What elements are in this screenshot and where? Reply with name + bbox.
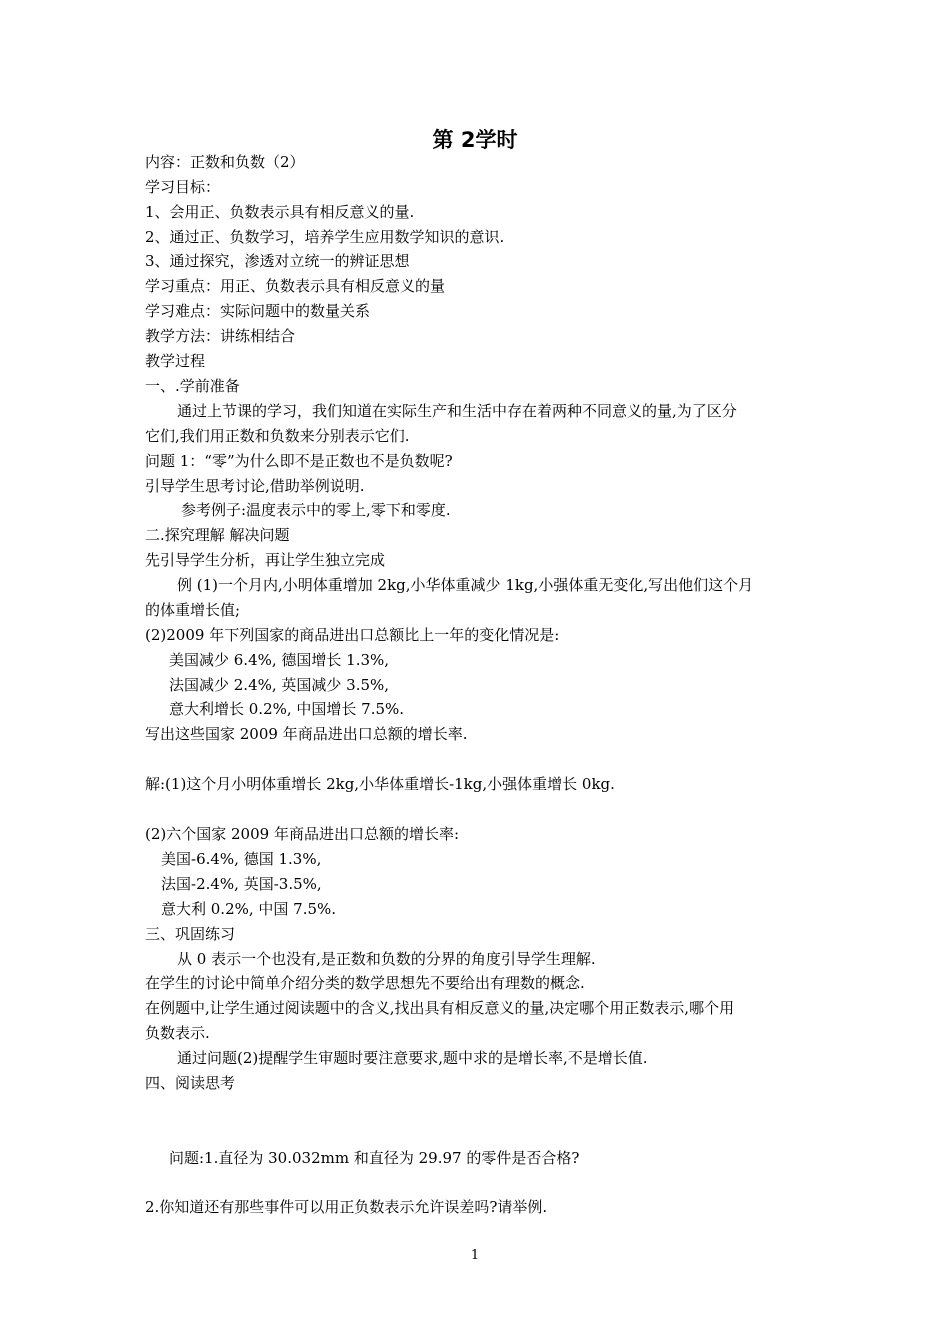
text-line: 先引导学生分析，再让学生独立完成: [145, 551, 386, 569]
text-line: 2、通过正、负数学习，培养学生应用数学知识的意识.: [145, 228, 505, 246]
text-line: 在学生的讨论中简单介绍分类的数学思想先不要给出有理数的概念.: [145, 974, 585, 992]
text-line: 法国-2.4%, 英国-3.5%,: [161, 875, 322, 893]
page-title: 第 2学时: [432, 128, 518, 152]
text-line: 问题:1.直径为 30.032mm 和直径为 29.97 的零件是否合格?: [169, 1149, 580, 1167]
text-line: 二.探究理解 解决问题: [145, 526, 290, 544]
text-line: 在例题中,让学生通过阅读题中的含义,找出具有相反意义的量,决定哪个用正数表示,哪个用: [145, 999, 735, 1017]
text-line: 负数表示.: [145, 1024, 210, 1042]
text-line: 它们,我们用正数和负数来分别表示它们.: [145, 427, 410, 445]
text-line: 法国减少 2.4%, 英国减少 3.5%,: [169, 676, 390, 694]
text-line: 内容：正数和负数（2）: [145, 153, 305, 171]
text-line: 意大利 0.2%, 中国 7.5%.: [161, 900, 337, 918]
text-line: 解:(1)这个月小明体重增长 2kg,小华体重增长-1kg,小强体重增长 0kg.: [145, 775, 615, 793]
text-line: 写出这些国家 2009 年商品进出口总额的增长率.: [145, 725, 468, 743]
text-line: 例 (1)一个月内,小明体重增加 2kg,小华体重减少 1kg,小强体重无变化,写出他们这个月: [177, 576, 754, 594]
text-line: 通过上节课的学习，我们知道在实际生产和生活中存在着两种不同意义的量,为了区分: [177, 402, 737, 420]
text-line: 问题 1：“零”为什么即不是正数也不是负数呢?: [145, 452, 453, 470]
text-line: 美国-6.4%, 德国 1.3%,: [161, 850, 322, 868]
text-line: 教学方法：讲练相结合: [145, 327, 296, 345]
text-line: 3、通过探究，渗透对立统一的辨证思想: [145, 252, 410, 270]
text-line: 一、.学前准备: [145, 377, 240, 395]
page-number: 1: [470, 1248, 480, 1263]
text-line: 从 0 表示一个也没有,是正数和负数的分界的角度引导学生理解.: [177, 950, 596, 968]
text-line: 意大利增长 0.2%, 中国增长 7.5%.: [169, 700, 405, 718]
text-line: 美国减少 6.4%, 德国增长 1.3%,: [169, 651, 390, 669]
text-line: 的体重增长值;: [145, 601, 241, 619]
text-line: 三、巩固练习: [145, 925, 236, 943]
text-line: 通过问题(2)提醒学生审题时要注意要求,题中求的是增长率,不是增长值.: [177, 1049, 648, 1067]
text-line: 四、阅读思考: [145, 1074, 236, 1092]
text-line: 教学过程: [145, 352, 206, 370]
text-line: 参考例子:温度表示中的零上,零下和零度.: [181, 501, 451, 519]
text-line: 引导学生思考讨论,借助举例说明.: [145, 477, 365, 495]
text-line: (2)六个国家 2009 年商品进出口总额的增长率:: [145, 825, 460, 843]
text-line: 1、会用正、负数表示具有相反意义的量.: [145, 203, 415, 221]
text-line: 学习难点：实际问题中的数量关系: [145, 302, 371, 320]
text-line: (2)2009 年下列国家的商品进出口总额比上一年的变化情况是:: [145, 626, 560, 644]
text-line: 2.你知道还有那些事件可以用正负数表示允许误差吗?请举例.: [145, 1198, 548, 1216]
text-line: 学习重点：用正、负数表示具有相反意义的量: [145, 277, 446, 295]
text-line: 学习目标：: [145, 178, 221, 196]
